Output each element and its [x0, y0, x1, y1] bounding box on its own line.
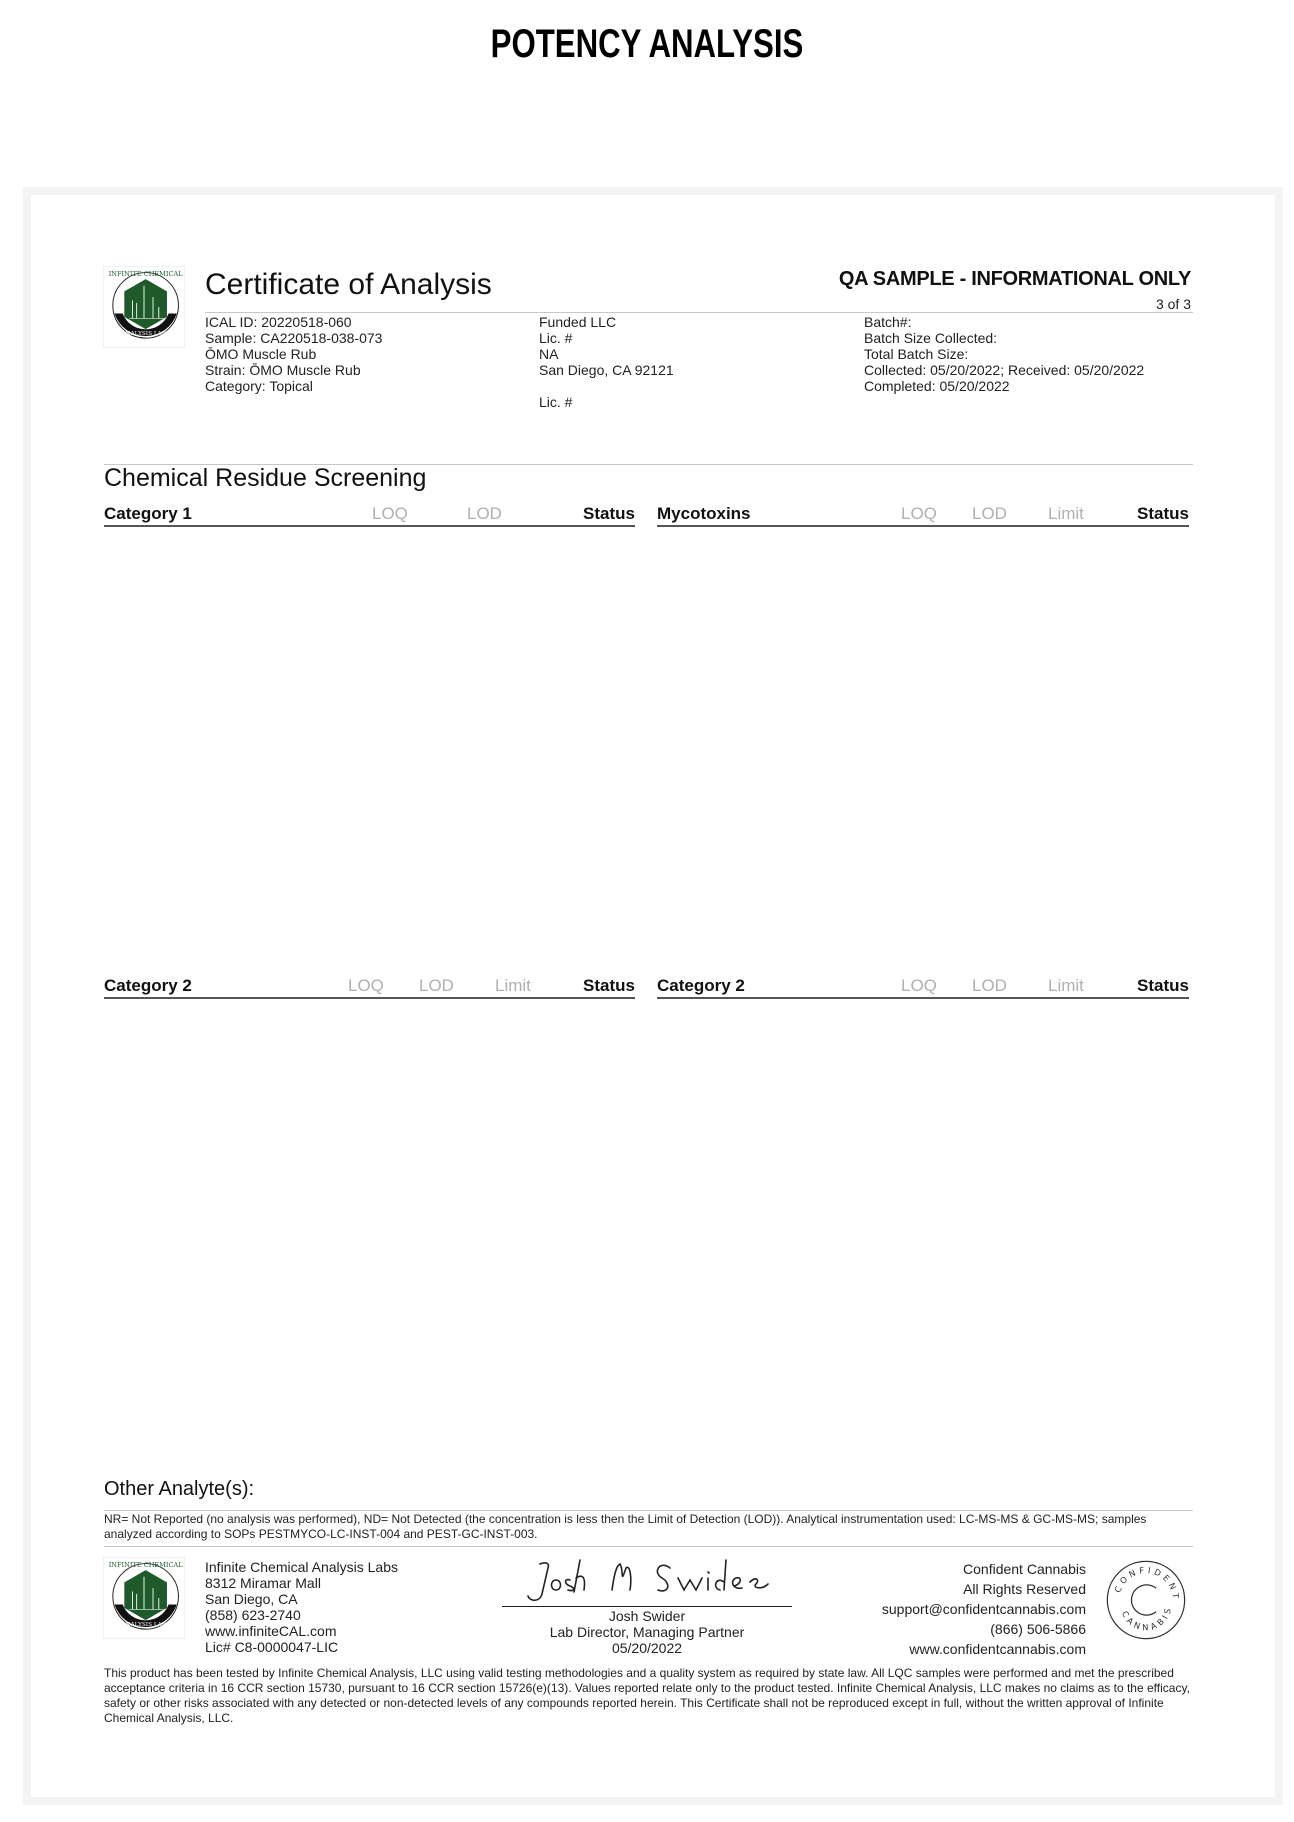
- lod-header: LOD: [419, 976, 454, 995]
- client-lic-secondary: Lic. #: [539, 394, 573, 410]
- status-header: Status: [583, 504, 635, 523]
- loq-header: LOQ: [901, 976, 937, 995]
- svg-text:ANALYSIS LABS: ANALYSIS LABS: [121, 1621, 170, 1628]
- other-analytes-title: Other Analyte(s):: [104, 1478, 255, 1500]
- signatory-role: Lab Director, Managing Partner: [549, 1624, 745, 1640]
- svg-text:ANALYSIS LABS: ANALYSIS LABS: [121, 330, 170, 337]
- batch-info: [864, 314, 1144, 394]
- category: Category: Topical: [205, 378, 313, 394]
- signatory-name: Josh Swider: [608, 1608, 686, 1624]
- signatory: [502, 1608, 792, 1656]
- limit-header: Limit: [1048, 976, 1084, 995]
- limit-header: Limit: [495, 976, 531, 995]
- client-license: Lic. #: [539, 330, 573, 346]
- product-name: ŌMO Muscle Rub: [205, 346, 317, 362]
- provider-email[interactable]: support@confidentcannabis.com: [881, 1601, 1086, 1617]
- lod-header: LOD: [972, 504, 1007, 523]
- svg-text:CANNABIS: CANNABIS: [1119, 1604, 1174, 1633]
- provider-website[interactable]: www.confidentcannabis.com: [909, 1641, 1086, 1657]
- completed-date: Completed: 05/20/2022: [864, 378, 1010, 394]
- loq-header: LOQ: [372, 504, 408, 523]
- certificate-title: Certificate of Analysis: [205, 268, 492, 301]
- lab-website[interactable]: www.infiniteCAL.com: [205, 1623, 337, 1639]
- provider-contact: [882, 1559, 1086, 1659]
- category-2-right-table-header: [657, 975, 1189, 999]
- lab-license: Lic# C8-0000047-LIC: [205, 1639, 339, 1655]
- signature-date: 05/20/2022: [611, 1640, 683, 1656]
- status-header: Status: [1137, 504, 1189, 523]
- category-2-left-table-header: [104, 975, 635, 999]
- notes-bottom-divider: [104, 1546, 1193, 1547]
- provider-name: Confident Cannabis: [963, 1561, 1086, 1577]
- page-number: 3 of 3: [1155, 296, 1191, 312]
- ical-footer-logo-icon: [103, 1557, 185, 1639]
- provider-rights: All Rights Reserved: [963, 1581, 1086, 1597]
- sample-info: [205, 314, 382, 394]
- notes-top-divider: [104, 1510, 1193, 1511]
- ical-logo-icon: [103, 266, 185, 348]
- svg-text:INFINITE CHEMICAL: INFINITE CHEMICAL: [108, 1560, 183, 1569]
- signature-line: [502, 1606, 792, 1607]
- ical-id: ICAL ID: 20220518-060: [205, 314, 352, 330]
- sample-id: Sample: CA220518-038-073: [205, 330, 383, 346]
- category-2-label: Category 2: [657, 976, 745, 995]
- lod-header: LOD: [467, 504, 502, 523]
- lab-contact: [205, 1559, 398, 1655]
- client-info: [539, 314, 674, 378]
- category-1-table-header: [104, 503, 635, 527]
- batch-size-collected: Batch Size Collected:: [864, 330, 998, 346]
- page-title: POTENCY ANALYSIS: [490, 22, 804, 66]
- batch-number: Batch#:: [864, 314, 912, 330]
- qa-sample-banner: QA SAMPLE - INFORMATIONAL ONLY: [838, 268, 1191, 290]
- header-divider: [205, 312, 1193, 313]
- mycotoxins-label: Mycotoxins: [657, 504, 751, 523]
- lod-header: LOD: [972, 976, 1007, 995]
- client-address: San Diego, CA 92121: [539, 362, 674, 378]
- lab-phone: (858) 623-2740: [205, 1607, 301, 1623]
- status-header: Status: [583, 976, 635, 995]
- provider-phone: (866) 506-5866: [990, 1621, 1086, 1637]
- loq-header: LOQ: [901, 504, 937, 523]
- category-1-label: Category 1: [104, 504, 192, 523]
- confident-cannabis-seal-icon: [1104, 1558, 1188, 1642]
- svg-text:CONFIDENT: CONFIDENT: [1112, 1564, 1182, 1603]
- mycotoxins-table-header: [657, 503, 1189, 527]
- lab-city: San Diego, CA: [205, 1591, 298, 1607]
- collected-received-dates: Collected: 05/20/2022; Received: 05/20/2022: [864, 362, 1145, 378]
- svg-text:INFINITE CHEMICAL: INFINITE CHEMICAL: [108, 269, 183, 278]
- notes-text: NR= Not Reported (no analysis was performed), ND= Not Detected (the concentration is less then the Limit of Detection (LOD)). Analytical instrumentation used: LC-MS-MS & GC-MS-MS; samples analyzed according to SOPs PESTMYCO-LC-INST-004 and PEST-GC-INST-003.: [104, 1512, 1147, 1541]
- limit-header: Limit: [1048, 504, 1084, 523]
- lab-name: Infinite Chemical Analysis Labs: [205, 1559, 398, 1575]
- lab-street: 8312 Miramar Mall: [205, 1575, 321, 1591]
- category-2-label: Category 2: [104, 976, 192, 995]
- signature-image: [520, 1556, 780, 1606]
- disclaimer-text: This product has been tested by Infinite Chemical Analysis, LLC using valid testing methodologies and a quality system as required by state law. All LQC samples were performed and met the prescribed acceptance criteria in 16 CCR section 15730, pursuant to 16 CCR section 15726(e)(13). Values reported relate only to the product tested. Infinite Chemical Analysis, LLC makes no claims as to the efficacy, safety or other risks associated with any detected or non-detected levels of any compounds reported herein. This Certificate shall not be reproduced except in full, without the written approval of Infinite Chemical Analysis, LLC.: [104, 1666, 1190, 1725]
- status-header: Status: [1137, 976, 1189, 995]
- loq-header: LOQ: [348, 976, 384, 995]
- client-name: Funded LLC: [539, 314, 617, 330]
- client-license-value: NA: [539, 346, 559, 362]
- strain: Strain: ŌMO Muscle Rub: [205, 362, 361, 378]
- total-batch-size: Total Batch Size:: [864, 346, 969, 362]
- section-title: Chemical Residue Screening: [104, 464, 427, 492]
